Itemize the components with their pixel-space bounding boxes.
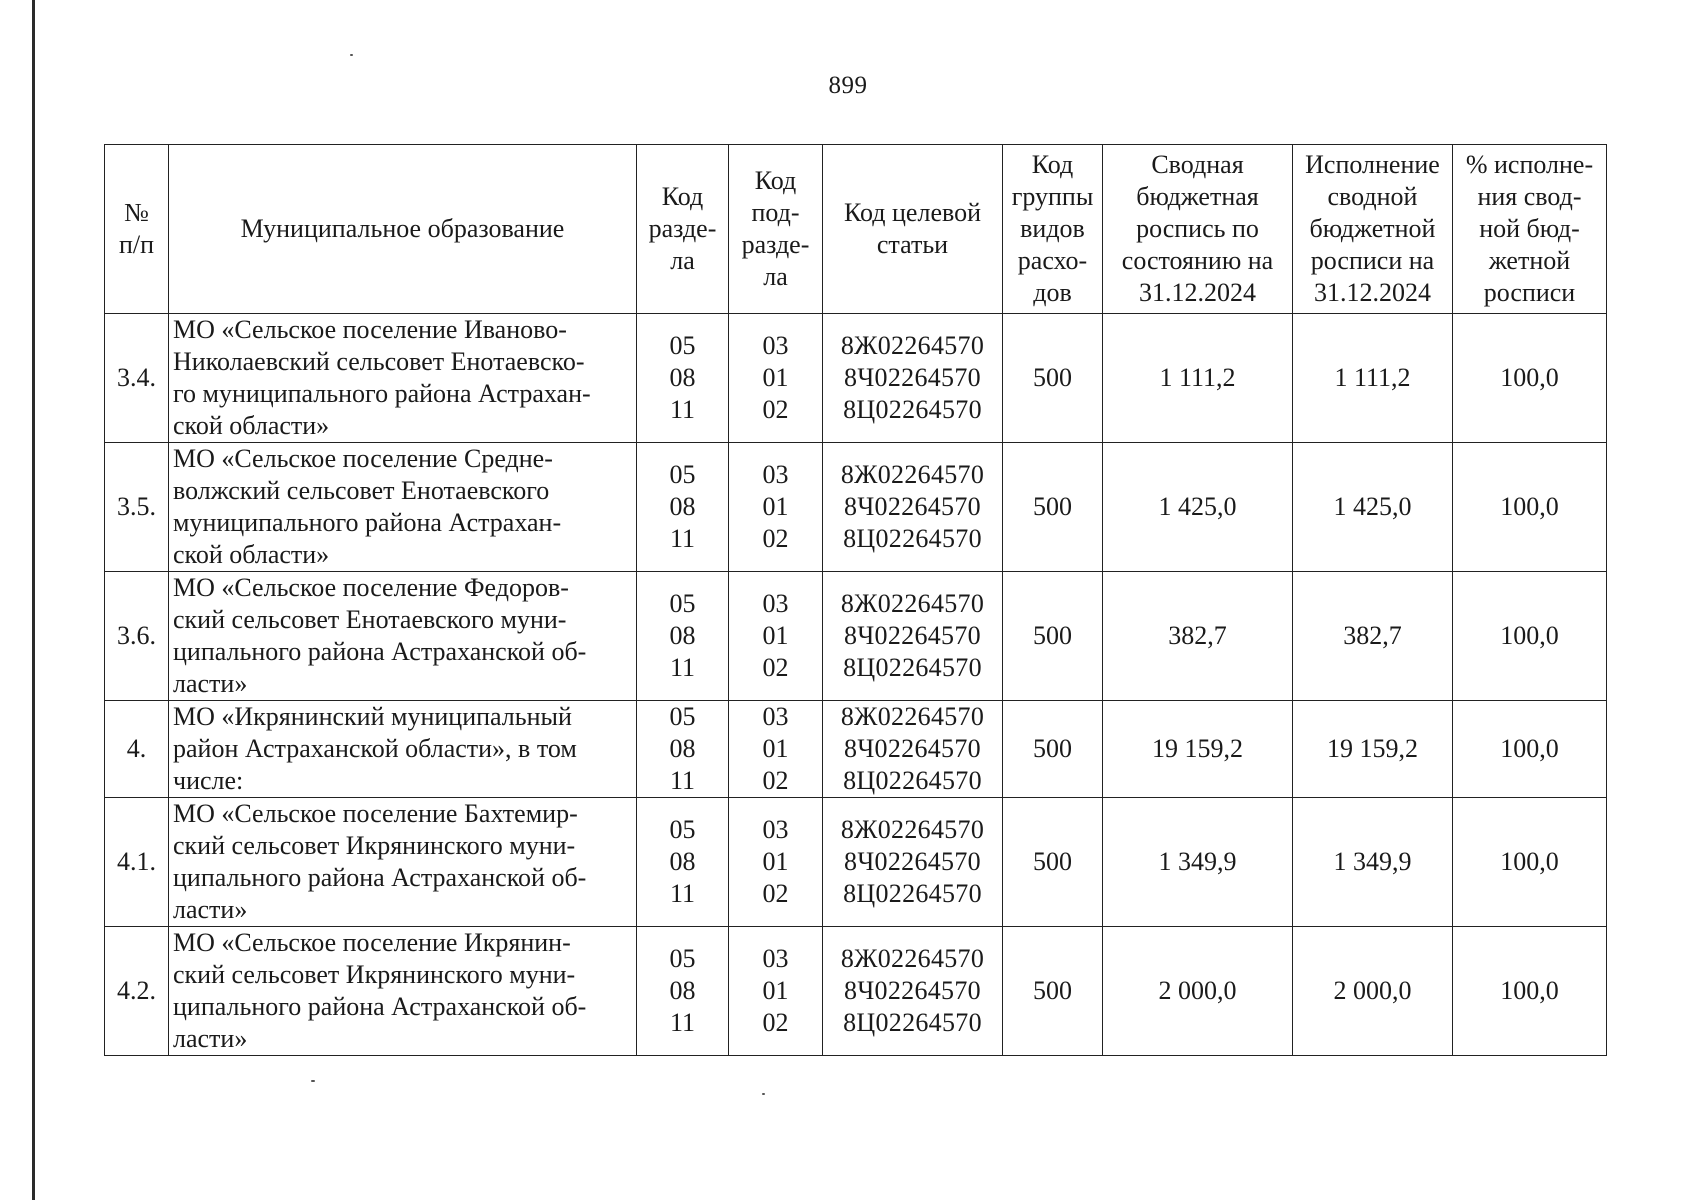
subsection-code-cell-line: 03: [762, 331, 789, 360]
municipality-name-cell-line: ласти»: [173, 669, 248, 698]
header-text: [1106, 149, 1289, 309]
header-line: дов: [1033, 278, 1072, 307]
execution-percent-cell: 100,0: [1453, 572, 1607, 701]
header-text: [1456, 149, 1603, 309]
header-line: 31.12.2024: [1139, 278, 1256, 307]
execution-percent-cell: 100,0: [1453, 798, 1607, 927]
target-code-cell: [823, 314, 1003, 443]
municipality-name-cell-line: го муниципального района Астрахан-: [173, 379, 591, 408]
municipality-name-cell: [169, 701, 637, 798]
header-text: [732, 165, 819, 293]
target-code-cell-line: 8Ж02264570: [840, 460, 985, 489]
budget-schedule-cell: 1 111,2: [1103, 314, 1293, 443]
expense-group-code-cell: 500: [1003, 314, 1103, 443]
municipality-name-cell-lines: [173, 927, 632, 1055]
municipality-name-cell-line: ский сельсовет Икрянинского муни-: [173, 960, 576, 989]
subsection-code-cell-line: 02: [762, 1008, 789, 1037]
budget-schedule-cell: 1 425,0: [1103, 443, 1293, 572]
subsection-code-cell-line: 02: [762, 879, 789, 908]
section-code-cell-line: 05: [669, 815, 696, 844]
target-code-cell: [823, 701, 1003, 798]
subsection-code-cell-lines: [733, 459, 818, 555]
target-code-cell: [823, 927, 1003, 1056]
municipality-name-cell: [169, 927, 637, 1056]
target-code-cell-line: 8Ч02264570: [844, 492, 981, 521]
budget-execution-cell: 1 425,0: [1293, 443, 1453, 572]
scan-speck: [350, 54, 353, 56]
section-code-cell-lines: [641, 588, 724, 684]
subsection-code-cell-line: 01: [762, 847, 789, 876]
page-number: 899: [828, 72, 868, 99]
section-code-cell-line: 05: [669, 944, 696, 973]
subsection-code-cell-lines: [733, 943, 818, 1039]
target-code-cell-line: 8Ж02264570: [840, 944, 985, 973]
header-line: ния свод-: [1477, 182, 1582, 211]
target-code-cell-lines: [827, 330, 998, 426]
header-line: % исполне-: [1465, 150, 1594, 179]
header-text: [1006, 149, 1099, 309]
header-budget-schedule: [1103, 145, 1293, 314]
table-header-row: [105, 145, 1607, 314]
subsection-code-cell: [729, 314, 823, 443]
subsection-code-cell-line: 01: [762, 621, 789, 650]
section-code-cell-lines: [641, 459, 724, 555]
table-row: [105, 701, 1607, 798]
header-execution-percent: [1453, 145, 1607, 314]
expense-group-code-cell: 500: [1003, 443, 1103, 572]
target-code-cell-line: 8Ч02264570: [844, 363, 981, 392]
header-line: состоянию на: [1121, 246, 1274, 275]
municipality-name-cell-lines: [173, 701, 632, 797]
row-number-cell: 3.5.: [105, 443, 169, 572]
table-row: [105, 927, 1607, 1056]
target-code-cell-line: 8Ч02264570: [844, 734, 981, 763]
section-code-cell-line: 08: [669, 363, 696, 392]
section-code-cell-lines: [641, 701, 724, 797]
header-text: [640, 181, 725, 277]
municipality-name-cell-line: МО «Сельское поселение Иваново-: [173, 315, 567, 344]
subsection-code-cell-lines: [733, 701, 818, 797]
target-code-cell: [823, 443, 1003, 572]
municipality-name-cell-line: МО «Сельское поселение Икрянин-: [173, 928, 571, 957]
header-line: Исполнение: [1305, 150, 1440, 179]
budget-schedule-cell: 382,7: [1103, 572, 1293, 701]
section-code-cell-line: 11: [669, 524, 696, 553]
header-line: жетной: [1488, 246, 1571, 275]
header-line: разде-: [648, 214, 717, 243]
header-num: [105, 145, 169, 314]
section-code-cell-line: 08: [669, 976, 696, 1005]
target-code-cell-line: 8Ц02264570: [843, 395, 982, 424]
subsection-code-cell-line: 03: [762, 702, 789, 731]
municipality-name-cell-line: ласти»: [173, 1024, 248, 1053]
header-line: ла: [763, 262, 788, 291]
budget-execution-cell: 1 111,2: [1293, 314, 1453, 443]
target-code-cell-line: 8Ц02264570: [843, 524, 982, 553]
target-code-cell-lines: [827, 588, 998, 684]
subsection-code-cell-lines: [733, 814, 818, 910]
subsection-code-cell-line: 01: [762, 976, 789, 1005]
subsection-code-cell-line: 03: [762, 460, 789, 489]
section-code-cell-line: 11: [669, 1008, 696, 1037]
target-code-cell-line: 8Ч02264570: [844, 621, 981, 650]
subsection-code-cell-line: 03: [762, 815, 789, 844]
subsection-code-cell: [729, 927, 823, 1056]
budget-execution-table: [104, 144, 1607, 1056]
header-text: [108, 197, 165, 261]
budget-schedule-cell: 2 000,0: [1103, 927, 1293, 1056]
section-code-cell-line: 05: [669, 702, 696, 731]
municipality-name-cell: [169, 798, 637, 927]
municipality-name-cell-line: ской области»: [173, 540, 330, 569]
row-number-cell: 3.6.: [105, 572, 169, 701]
row-number-cell: 4.1.: [105, 798, 169, 927]
header-text: [1296, 149, 1449, 309]
target-code-cell: [823, 572, 1003, 701]
municipality-name-cell-line: ципального района Астраханской об-: [173, 992, 587, 1021]
target-code-cell-line: 8Ц02264570: [843, 653, 982, 682]
section-code-cell: [637, 314, 729, 443]
header-line: бюджетной: [1309, 214, 1436, 243]
header-line: Сводная: [1151, 150, 1244, 179]
target-code-cell-line: 8Ж02264570: [840, 331, 985, 360]
header-line: бюджетная: [1136, 182, 1259, 211]
subsection-code-cell-line: 02: [762, 395, 789, 424]
budget-execution-cell: 2 000,0: [1293, 927, 1453, 1056]
municipality-name-cell-line: район Астраханской области», в том: [173, 734, 577, 763]
municipality-name-cell-line: МО «Сельское поселение Бахтемир-: [173, 799, 578, 828]
header-text: [826, 197, 999, 261]
target-code-cell-line: 8Ч02264570: [844, 847, 981, 876]
municipality-name-cell-line: Николаевский сельсовет Енотаевско-: [173, 347, 585, 376]
section-code-cell: [637, 572, 729, 701]
table-body: [105, 314, 1607, 1056]
municipality-name-cell-lines: [173, 572, 632, 700]
header-line: 31.12.2024: [1314, 278, 1431, 307]
municipality-name-cell: [169, 572, 637, 701]
municipality-name-cell-line: МО «Сельское поселение Средне-: [173, 444, 553, 473]
header-municipality: [169, 145, 637, 314]
row-number-cell: 3.4.: [105, 314, 169, 443]
municipality-name-cell-line: МО «Сельское поселение Федоров-: [173, 573, 569, 602]
target-code-cell-line: 8Ц02264570: [843, 1008, 982, 1037]
subsection-code-cell-lines: [733, 330, 818, 426]
execution-percent-cell: 100,0: [1453, 314, 1607, 443]
section-code-cell: [637, 798, 729, 927]
section-code-cell-line: 11: [669, 766, 696, 795]
municipality-name-cell-line: МО «Икрянинский муниципальный: [173, 702, 572, 731]
municipality-name-cell-line: ский сельсовет Икрянинского муни-: [173, 831, 576, 860]
municipality-name-cell: [169, 314, 637, 443]
target-code-cell-line: 8Ч02264570: [844, 976, 981, 1005]
expense-group-code-cell: 500: [1003, 572, 1103, 701]
header-budget-execution: [1293, 145, 1453, 314]
header-line: п/п: [118, 230, 155, 259]
section-code-cell: [637, 701, 729, 798]
header-line: разде-: [741, 230, 810, 259]
target-code-cell-lines: [827, 701, 998, 797]
target-code-cell-lines: [827, 814, 998, 910]
subsection-code-cell-lines: [733, 588, 818, 684]
target-code-cell-line: 8Ц02264570: [843, 766, 982, 795]
row-number-cell: 4.: [105, 701, 169, 798]
target-code-cell-line: 8Ж02264570: [840, 702, 985, 731]
municipality-name-cell-line: муниципального района Астрахан-: [173, 508, 562, 537]
header-line: роспись по: [1136, 214, 1259, 243]
section-code-cell-line: 05: [669, 331, 696, 360]
section-code-cell: [637, 927, 729, 1056]
header-line: Код: [661, 182, 704, 211]
municipality-name-cell-lines: [173, 314, 632, 442]
subsection-code-cell: [729, 798, 823, 927]
expense-group-code-cell: 500: [1003, 701, 1103, 798]
execution-percent-cell: 100,0: [1453, 701, 1607, 798]
header-line: Код: [754, 166, 797, 195]
municipality-name-cell-line: ципального района Астраханской об-: [173, 637, 587, 666]
scan-speck: [311, 1080, 315, 1082]
target-code-cell-line: 8Ц02264570: [843, 879, 982, 908]
header-line: статьи: [876, 230, 949, 259]
header-line: Код: [1031, 150, 1074, 179]
header-line: ла: [670, 246, 695, 275]
section-code-cell-lines: [641, 814, 724, 910]
target-code-cell-line: 8Ж02264570: [840, 589, 985, 618]
section-code-cell-line: 08: [669, 734, 696, 763]
scan-speck: [762, 1093, 765, 1095]
municipality-name-cell-line: числе:: [173, 766, 244, 795]
header-line: под-: [751, 198, 800, 227]
budget-schedule-cell: 19 159,2: [1103, 701, 1293, 798]
municipality-name-cell-line: волжский сельсовет Енотаевского: [173, 476, 550, 505]
municipality-name-cell-lines: [173, 443, 632, 571]
budget-execution-cell: 382,7: [1293, 572, 1453, 701]
table-row: [105, 572, 1607, 701]
row-number-cell: 4.2.: [105, 927, 169, 1056]
section-code-cell-line: 05: [669, 589, 696, 618]
header-target-code: [823, 145, 1003, 314]
header-line: ной бюд-: [1479, 214, 1580, 243]
execution-percent-cell: 100,0: [1453, 443, 1607, 572]
budget-schedule-cell: 1 349,9: [1103, 798, 1293, 927]
header-expense-group-code: [1003, 145, 1103, 314]
subsection-code-cell-line: 02: [762, 766, 789, 795]
budget-execution-cell: 1 349,9: [1293, 798, 1453, 927]
subsection-code-cell-line: 02: [762, 524, 789, 553]
expense-group-code-cell: 500: [1003, 927, 1103, 1056]
section-code-cell-line: 11: [669, 653, 696, 682]
section-code-cell-line: 05: [669, 460, 696, 489]
subsection-code-cell: [729, 572, 823, 701]
municipality-name-cell-line: ципального района Астраханской об-: [173, 863, 587, 892]
municipality-name-cell-lines: [173, 798, 632, 926]
header-line: сводной: [1327, 182, 1418, 211]
target-code-cell-lines: [827, 459, 998, 555]
header-line: росписи на: [1310, 246, 1435, 275]
subsection-code-cell-line: 03: [762, 944, 789, 973]
section-code-cell-line: 08: [669, 847, 696, 876]
header-line: росписи: [1483, 278, 1576, 307]
page-margin-rule: [32, 0, 35, 1200]
subsection-code-cell-line: 01: [762, 734, 789, 763]
section-code-cell-line: 11: [669, 395, 696, 424]
table-row: [105, 314, 1607, 443]
header-line: №: [124, 198, 149, 227]
municipality-name-cell-line: ласти»: [173, 895, 248, 924]
subsection-code-cell-line: 01: [762, 363, 789, 392]
budget-execution-cell: 19 159,2: [1293, 701, 1453, 798]
header-line: видов: [1020, 214, 1085, 243]
subsection-code-cell-line: 03: [762, 589, 789, 618]
section-code-cell-line: 08: [669, 621, 696, 650]
subsection-code-cell-line: 02: [762, 653, 789, 682]
section-code-cell-lines: [641, 330, 724, 426]
municipality-name-cell: [169, 443, 637, 572]
header-line: Код целевой: [843, 198, 981, 227]
section-code-cell-line: 08: [669, 492, 696, 521]
header-subsection-code: [729, 145, 823, 314]
section-code-cell: [637, 443, 729, 572]
subsection-code-cell: [729, 443, 823, 572]
municipality-name-cell-line: ской области»: [173, 411, 330, 440]
expense-group-code-cell: 500: [1003, 798, 1103, 927]
target-code-cell-line: 8Ж02264570: [840, 815, 985, 844]
section-code-cell-lines: [641, 943, 724, 1039]
execution-percent-cell: 100,0: [1453, 927, 1607, 1056]
header-line: группы: [1011, 182, 1094, 211]
target-code-cell-lines: [827, 943, 998, 1039]
municipality-name-cell-line: ский сельсовет Енотаевского муни-: [173, 605, 567, 634]
header-municipality-label: Муниципальное образование: [240, 214, 565, 243]
subsection-code-cell: [729, 701, 823, 798]
section-code-cell-line: 11: [669, 879, 696, 908]
header-section-code: [637, 145, 729, 314]
header-line: расхо-: [1017, 246, 1088, 275]
table-row: [105, 798, 1607, 927]
table-row: [105, 443, 1607, 572]
subsection-code-cell-line: 01: [762, 492, 789, 521]
target-code-cell: [823, 798, 1003, 927]
